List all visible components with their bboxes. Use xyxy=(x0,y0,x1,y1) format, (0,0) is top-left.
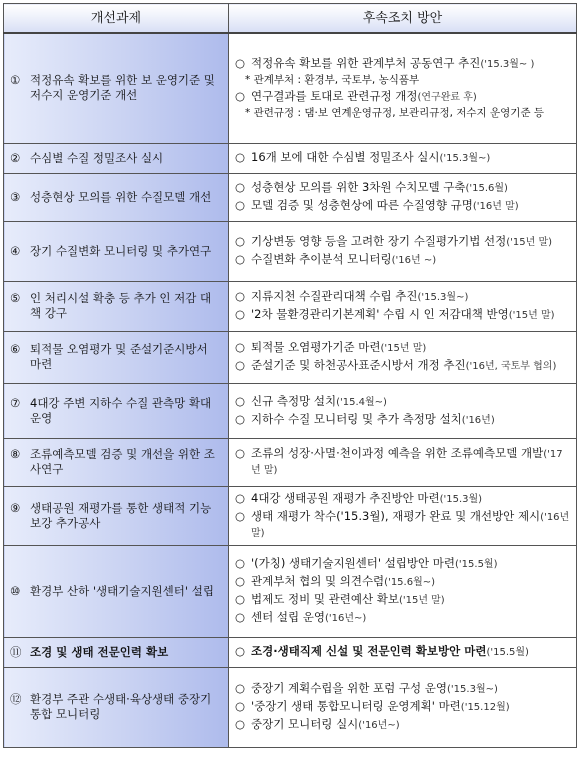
task-title: 수심별 수질 정밀조사 실시 xyxy=(30,150,164,165)
circle-bullet-icon: ○ xyxy=(235,446,246,460)
task-number: ⑦ xyxy=(10,395,21,410)
list-item xyxy=(235,555,570,573)
schedule-note: ('15년 말) xyxy=(506,237,553,248)
list-item xyxy=(235,716,570,734)
follow-up-cell xyxy=(229,221,577,281)
circle-bullet-icon: ○ xyxy=(235,234,246,248)
task-title: 조류예측모델 검증 및 개선을 위한 조사연구 xyxy=(30,447,215,476)
circle-bullet-icon: ○ xyxy=(235,644,246,658)
measure-text: 조류의 성장·사멸·천이과정 예측을 위한 조류예측모델 개발 xyxy=(251,446,544,460)
circle-bullet-icon: ○ xyxy=(235,393,246,408)
table-body xyxy=(4,33,577,747)
circle-bullet-icon: ○ xyxy=(235,180,246,194)
table-row xyxy=(4,486,577,545)
measure-text: 신규 측정망 설치 xyxy=(251,393,337,408)
list-item xyxy=(235,643,570,661)
list-item xyxy=(235,591,570,609)
follow-up-cell xyxy=(229,33,577,143)
circle-bullet-icon: ○ xyxy=(235,89,246,104)
circle-bullet-icon: ○ xyxy=(235,307,246,321)
task-number: ⑫ xyxy=(10,692,22,706)
measure-text: 지하수 수질 모니터링 및 추가 측정망 설치 xyxy=(251,411,462,426)
schedule-note: ('16년~) xyxy=(324,613,367,624)
circle-bullet-icon: ○ xyxy=(235,340,246,354)
task-number: ⑩ xyxy=(10,583,21,598)
table-row xyxy=(4,667,577,747)
list-item xyxy=(235,508,570,542)
measure-text: 성층현상 모의를 위한 3차원 수치모델 구축 xyxy=(251,180,466,194)
schedule-note: ('17년 말) xyxy=(251,449,563,476)
list-item xyxy=(235,149,570,167)
task-cell xyxy=(4,667,229,747)
task-title: 퇴적물 오염평가 및 준설기준시방서 마련 xyxy=(30,342,208,371)
task-cell xyxy=(4,173,229,221)
table-row xyxy=(4,383,577,438)
circle-bullet-icon: ○ xyxy=(235,490,246,505)
task-number: ⑤ xyxy=(10,291,21,305)
task-number: ① xyxy=(10,73,21,88)
table-row xyxy=(4,438,577,486)
schedule-note: ('16년 말) xyxy=(251,511,570,539)
list-item xyxy=(235,490,570,508)
task-number: ④ xyxy=(10,243,21,258)
list-item xyxy=(235,698,570,716)
schedule-note: ('15.12월) xyxy=(460,702,510,713)
header-tasks: 개선과제 xyxy=(4,4,229,34)
schedule-note: ('16년, 국토부 협의) xyxy=(465,361,557,372)
task-number: ⑨ xyxy=(10,500,21,515)
schedule-note: ('15.6월~) xyxy=(384,577,436,588)
list-item xyxy=(235,55,570,73)
schedule-note: ('16년) xyxy=(461,414,495,426)
task-cell xyxy=(4,383,229,438)
task-cell xyxy=(4,221,229,281)
list-item xyxy=(235,306,570,324)
task-number: ⑥ xyxy=(10,342,21,356)
list-item xyxy=(235,393,570,411)
schedule-note: (연구완료 후) xyxy=(417,92,477,104)
list-item xyxy=(235,179,570,197)
task-title: 조경 및 생태 전문인력 확보 xyxy=(30,644,169,659)
schedule-note: ('15년 말) xyxy=(508,310,555,321)
measures-table xyxy=(3,3,577,748)
task-cell xyxy=(4,331,229,383)
circle-bullet-icon: ○ xyxy=(235,358,246,372)
measure-text: 퇴적물 오염평가기준 마련 xyxy=(251,340,381,354)
task-title: 인 처리시설 확충 등 추가 인 저감 대책 강구 xyxy=(30,291,212,320)
list-item xyxy=(235,233,570,251)
circle-bullet-icon: ○ xyxy=(235,592,246,606)
task-title: 성층현상 모의를 위한 수질모델 개선 xyxy=(30,189,212,204)
schedule-note: ('15.6월) xyxy=(465,183,508,194)
measure-text: 법제도 정비 및 관련예산 확보 xyxy=(251,592,399,606)
follow-up-cell xyxy=(229,173,577,221)
sub-note: * 관계부처 : 환경부, 국토부, 농식품부 xyxy=(245,74,420,87)
follow-up-cell xyxy=(229,281,577,331)
list-item xyxy=(235,88,570,106)
list-item xyxy=(235,411,570,429)
measure-text: 모델 검증 및 성층현상에 따른 수질영향 규명 xyxy=(251,198,473,212)
measure-text: 센터 설립 운영 xyxy=(251,610,325,624)
schedule-note: ('15.3월~) xyxy=(439,153,491,164)
schedule-note: ('15년 말) xyxy=(380,343,427,354)
task-cell xyxy=(4,281,229,331)
task-title: 4대강 주변 지하수 수질 관측망 확대 운영 xyxy=(30,395,212,425)
circle-bullet-icon: ○ xyxy=(235,411,246,426)
follow-up-cell xyxy=(229,143,577,173)
schedule-note: ('16년 말) xyxy=(472,201,519,212)
list-item xyxy=(235,357,570,375)
table-row xyxy=(4,143,577,173)
list-item xyxy=(235,288,570,306)
task-title: 환경부 주관 수생태·육상생태 중장기 통합 모니터링 xyxy=(30,692,212,721)
measure-text: 16개 보에 대한 수심별 정밀조사 실시 xyxy=(251,150,440,164)
follow-up-cell xyxy=(229,383,577,438)
task-title: 생태공원 재평가를 통한 생태적 기능 보강 추가공사 xyxy=(30,500,212,530)
measure-text: '(가칭) 생태기술지원센터' 설립방안 마련 xyxy=(251,556,456,570)
follow-up-cell xyxy=(229,486,577,545)
task-cell xyxy=(4,33,229,143)
circle-bullet-icon: ○ xyxy=(235,198,246,212)
measure-text: 지류지천 수질관리대책 수립 추진 xyxy=(251,289,418,303)
follow-up-cell xyxy=(229,438,577,486)
schedule-note: ('15.5월) xyxy=(486,647,529,658)
task-cell xyxy=(4,637,229,667)
measure-text: 중장기 모니터링 실시 xyxy=(251,717,359,731)
measure-text: 수질변화 추이분석 모니터링 xyxy=(251,252,392,266)
task-number: ③ xyxy=(10,189,21,204)
measure-text: 생태 재평가 착수('15.3월), 재평가 완료 및 개선방안 제시 xyxy=(251,508,541,523)
measure-text: 관계부처 협의 및 의견수렴 xyxy=(251,574,385,588)
circle-bullet-icon: ○ xyxy=(235,699,246,713)
list-item xyxy=(235,609,570,627)
task-title: 장기 수질변화 모니터링 및 추가연구 xyxy=(30,243,212,258)
measure-text: 연구결과를 토대로 관련규정 개정 xyxy=(251,89,418,104)
sub-note: * 관련규정 : 댐·보 연계운영규정, 보관리규정, 저수지 운영기준 등 xyxy=(245,107,545,120)
measure-text: 준설기준 및 하천공사표준시방서 개정 추진 xyxy=(251,358,466,372)
task-title: 환경부 산하 '생태기술지원센터' 설립 xyxy=(30,583,214,598)
task-cell xyxy=(4,545,229,637)
circle-bullet-icon: ○ xyxy=(235,556,246,570)
table-row xyxy=(4,281,577,331)
measure-text: 적정유속 확보를 위한 관계부처 공동연구 추진 xyxy=(251,56,481,71)
circle-bullet-icon: ○ xyxy=(235,717,246,731)
circle-bullet-icon: ○ xyxy=(235,610,246,624)
list-item xyxy=(235,197,570,215)
list-item xyxy=(235,573,570,591)
table-row xyxy=(4,545,577,637)
schedule-note: ('15.3월~) xyxy=(447,684,498,695)
list-item xyxy=(235,339,570,357)
schedule-note: ('16년~) xyxy=(358,720,400,731)
schedule-note: ('15.5월) xyxy=(455,559,498,570)
task-number: ⑪ xyxy=(10,644,22,659)
circle-bullet-icon: ○ xyxy=(235,252,246,266)
measure-text: 중장기 계획수립을 위한 포럼 구성 운영 xyxy=(251,681,448,695)
table-row xyxy=(4,173,577,221)
schedule-note: ('15.3월~ ) xyxy=(480,59,535,71)
circle-bullet-icon: ○ xyxy=(235,56,246,71)
measure-text: 조경·생태직제 신설 및 전문인력 확보방안 마련 xyxy=(251,644,487,658)
list-item xyxy=(235,445,570,479)
table-row xyxy=(4,221,577,281)
schedule-note: ('15.3월~) xyxy=(417,292,469,303)
task-number: ② xyxy=(10,150,21,165)
schedule-note: ('15.3월) xyxy=(439,493,483,505)
schedule-note: ('15년 말) xyxy=(398,595,445,606)
schedule-note: ('15.4월~) xyxy=(336,396,387,408)
measure-text: '중장기 생태 통합모니터링 운영계획' 마련 xyxy=(251,699,461,713)
measure-text: 4대강 생태공원 재평가 추진방안 마련 xyxy=(251,490,440,505)
list-item xyxy=(235,680,570,698)
circle-bullet-icon: ○ xyxy=(235,574,246,588)
measure-text: 기상변동 영향 등을 고려한 장기 수질평가기법 선정 xyxy=(251,234,507,248)
follow-up-cell xyxy=(229,545,577,637)
table-row xyxy=(4,637,577,667)
list-item xyxy=(235,251,570,269)
task-cell xyxy=(4,143,229,173)
measure-text: '2차 물환경관리기본계획' 수립 시 인 저감대책 반영 xyxy=(251,307,509,321)
table-row xyxy=(4,33,577,143)
table-row xyxy=(4,331,577,383)
task-cell xyxy=(4,438,229,486)
follow-up-cell xyxy=(229,637,577,667)
circle-bullet-icon: ○ xyxy=(235,508,246,523)
task-number: ⑧ xyxy=(10,447,21,461)
schedule-note: ('16년 ~) xyxy=(391,255,437,266)
circle-bullet-icon: ○ xyxy=(235,289,246,303)
header-follow-up: 후속조치 방안 xyxy=(229,4,577,34)
follow-up-cell xyxy=(229,667,577,747)
task-title: 적정유속 확보를 위한 보 운영기준 및 저수지 운영기준 개선 xyxy=(30,73,215,103)
task-cell xyxy=(4,486,229,545)
circle-bullet-icon: ○ xyxy=(235,150,246,164)
follow-up-cell xyxy=(229,331,577,383)
circle-bullet-icon: ○ xyxy=(235,681,246,695)
